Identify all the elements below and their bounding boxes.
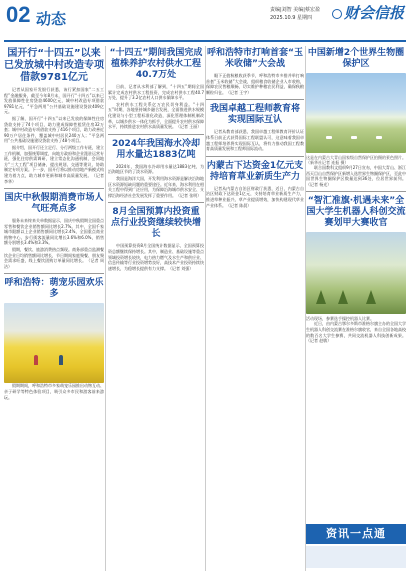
article-headline: 中国新增2个世界生物圈保护区 bbox=[307, 48, 405, 69]
page-number: 02 bbox=[6, 2, 31, 27]
tree-shape bbox=[366, 290, 376, 304]
article-biosphere-reserve bbox=[306, 48, 406, 187]
article-paragraph: 近日，由内蒙古鄂尔多斯市准格尔旗主办的全国大学生机器人科创交流赛在准格尔旗收官，来自全国各地高校的数百名大学生参赛，共同交流机器人科技创新成果。（记者 赵敏） bbox=[306, 321, 406, 344]
cattle-figure bbox=[326, 136, 332, 139]
article-paragraph: 记者从国家开发银行获悉，该行紧扣国家“二五工程”金融服务，截至今年8月末，国开行“十四五”以来已发放保障性住房贷款4600亿元，城中村改造专项借款9781亿元，“平急两用”公共基础设施建设贷款409亿元。 bbox=[4, 87, 104, 115]
logo-icon bbox=[332, 9, 342, 19]
article-holiday-consumption bbox=[4, 193, 104, 269]
article-seawater-cooling bbox=[108, 139, 204, 199]
article-investment bbox=[108, 207, 204, 271]
column-2 bbox=[108, 46, 204, 571]
issue-date: 2025.10.9 星期四 bbox=[270, 15, 313, 21]
article-rural-water bbox=[108, 48, 204, 130]
article-paragraph: 记者从教育部获悉，我国卓越工程师教育评价认证体系日前正式获得国际工程联盟认可，这意味着我国卓越工程师培养将实现国际互认，将有力推动我国工程教育高质量发展和工程师国际流动。 bbox=[206, 129, 304, 152]
article-headline: 我国卓越工程师教育将实现国际互认 bbox=[209, 104, 300, 126]
article-divider bbox=[206, 156, 304, 157]
article-headline: 8月全国预算内投资重点行业投资继续较快增长 bbox=[110, 207, 201, 240]
cattle-figure bbox=[376, 136, 382, 139]
banner-strip bbox=[306, 546, 406, 568]
article-engineer-education bbox=[206, 104, 304, 151]
masthead bbox=[0, 0, 410, 40]
article-paragraph: 记者从内蒙古自治区财政厅获悉，近日，内蒙古自治区财政下达资金1亿元，支持培育草业新质生产力，推进草种业振兴、草产业提质增效，加快构建现代草业产业体系。（记者 陈晨） bbox=[206, 185, 304, 208]
person-figure bbox=[59, 355, 63, 365]
article-divider bbox=[108, 134, 204, 135]
article-paragraph: 眼下正值秋粮收获季节，呼和浩特市多措并举打响首套“玉米收储”大会战，组织粮食收储企业入市收购，保障农民售粮顺畅，切实维护种粮农民利益，确保秋粮颗粒归仓。（记者 王宇） bbox=[206, 73, 304, 95]
article-headline: 呼和浩特：萌宠乐园欢乐多 bbox=[4, 278, 104, 300]
article-paragraph: 服务未来终来关单数据显示，国庆中秋假期全国重点零售和餐饮企业销售额同比增长2.7%。其中，全国千家城市限额以上企业销售额同比增长2.4%，全国重点商业购物中心、步行街客流量同比增长3.6%和6.0%，销售额分别增长3.4%和3.3%。 bbox=[4, 218, 104, 246]
article-divider bbox=[306, 191, 406, 192]
article-headline: “十四五”期间我国完成植株养护农村供水工程40.7万处 bbox=[109, 48, 203, 80]
grassland-photo bbox=[306, 73, 406, 153]
column-4 bbox=[306, 46, 406, 522]
article-paragraph: 假期，餐饮、旅游消费热点频现。商务部重点监测餐饮企业日均销售额同比增长，节日期间家庭聚餐、朋友聚会需求旺盛，线上餐饮团购订单量同比增长。（记者 周洁） bbox=[4, 247, 104, 269]
tree-shape bbox=[338, 290, 348, 304]
article-paragraph: 假期期间，呼和浩特市多家萌宠乐园推出动物互动、亲子研学等特色体验项目，吸引众多市民和游客前来游玩。 bbox=[4, 383, 104, 400]
person-figure bbox=[34, 355, 38, 365]
article-pet-park bbox=[4, 278, 104, 400]
article-paragraph: 农村供水工程关系亿万农民切身利益。“十四五”时期，各地坚持城乡融合发展，全面推进供水规模化建设与小型工程标准化改造，深化管理体制机制改革，以城乡供水一体化为抓手，全面提升农村供水保障水平，持续推进农村供水高质量发展。（记者 王丽） bbox=[108, 101, 204, 130]
article-paragraph: 据介绍，国开行还立足行、分行两级工作专班，建立工作机制，加强统筹调度，向地方政府和企业派驻运营专班，强化住房供需调研，建立常态化沟通机制，会同地方“三大工程”项目储备，提出规划、交通等建议，协助制定专项方案。下一步，国开行将以推动房地产新模式构建为着力点，助力城市更新和城市高质量发展。（记者 李华） bbox=[4, 144, 104, 184]
article-divider bbox=[108, 202, 204, 203]
cattle-figure bbox=[351, 136, 357, 139]
tree-shape bbox=[316, 290, 326, 304]
section-title: 动态 bbox=[36, 10, 67, 28]
article-grass-industry bbox=[206, 161, 304, 208]
column-divider bbox=[105, 46, 106, 571]
masthead-rule bbox=[4, 40, 406, 42]
article-divider bbox=[4, 188, 104, 189]
article-paragraph: 日前，记者从水利部了解到，“十四五”期间全国累计完成农村供水工程投资，完成农村供水工程40.7万处，提升了3.2亿农村人口供水保障水平。 bbox=[108, 84, 204, 101]
article-headline: “智汇准旗·机遇未来”全国大学生机器人科创交流赛划甲大赛收官 bbox=[306, 196, 406, 229]
article-divider bbox=[4, 273, 104, 274]
article-cdb-loans bbox=[4, 48, 104, 184]
article-robot-contest bbox=[306, 196, 406, 343]
photo-caption: 活动现场，参赛选手操控机器人比赛。 bbox=[306, 316, 374, 322]
article-divider bbox=[206, 99, 304, 100]
rapeseed-field-photo bbox=[4, 303, 104, 383]
article-headline: 内蒙古下达资金1亿元支持培育草业新质生产力 bbox=[206, 160, 304, 182]
news-brief-banner: 资讯一点通 bbox=[306, 524, 406, 544]
column-3 bbox=[206, 46, 304, 571]
contest-photo bbox=[306, 232, 406, 314]
article-paragraph: 中国预算投资8月全国统计数据显示，全国预算投资总额继续保持增长。其中，制造业、基础设施等重点领域投资增长较快，电力热力燃气及水生产和供应业、信息传输等行业投资增势良好，高技术产业投资持续快速增长，为稳增长提供有力支撑。（记者 刘强） bbox=[108, 243, 204, 271]
article-corn-storage bbox=[206, 48, 304, 95]
column-1 bbox=[4, 46, 104, 571]
article-headline: 2024年我国海水冷却用水量达1883亿吨 bbox=[111, 138, 201, 160]
edition-info: 责编|刘智 美编|蔡宏盈 bbox=[270, 7, 320, 13]
paper-logo: 财会信报 bbox=[332, 2, 404, 23]
article-paragraph: 联合国教科文组织9月27日宣布，中国大青山、浙江西天目山自然保护区新增入选世界生物圈保护区，至此中国世界生物圈保护区数量达到36处，位居世界前列。（记者 杨光） bbox=[306, 165, 406, 187]
photo-caption: 这是在内蒙古大青山国家级自然保护区拍摄的景色照片。（新华社记者 连振 摄） bbox=[306, 155, 406, 165]
article-paragraph: 据了解，国开行“十四五”以来已发放的保障性住房贷款支持了74个项目，助力建成保障性租赁住房32万套；城中村改造专项借款支持了416个项目，助力改善近90万户居住条件，覆盖城中村居民240万人；“平急两用”公共基础设施建设贷款支持了48个项目。 bbox=[4, 115, 104, 144]
article-paragraph: 我国是海洋大国，开发利用海水资源是解决沿海地区水资源短缺问题的重要途径。近年来，海水利用在相关工程中得到广泛应用，为保障沿海城市供水安全、支撑沿海经济社会发展发挥了重要作用。（记者 张明） bbox=[108, 175, 204, 198]
article-headline: 国开行“十四五”以来已发放城中村改造专项借款9781亿元 bbox=[4, 48, 104, 83]
article-paragraph: 2024年，我国海水冷却用水量达1883亿吨，为沿海地区节约了淡水资源。 bbox=[108, 163, 204, 175]
article-headline: 呼和浩特市打响首套“玉米收储”大会战 bbox=[207, 48, 303, 69]
article-headline: 国庆中秋假期消费市场人气旺亮点多 bbox=[4, 193, 104, 215]
